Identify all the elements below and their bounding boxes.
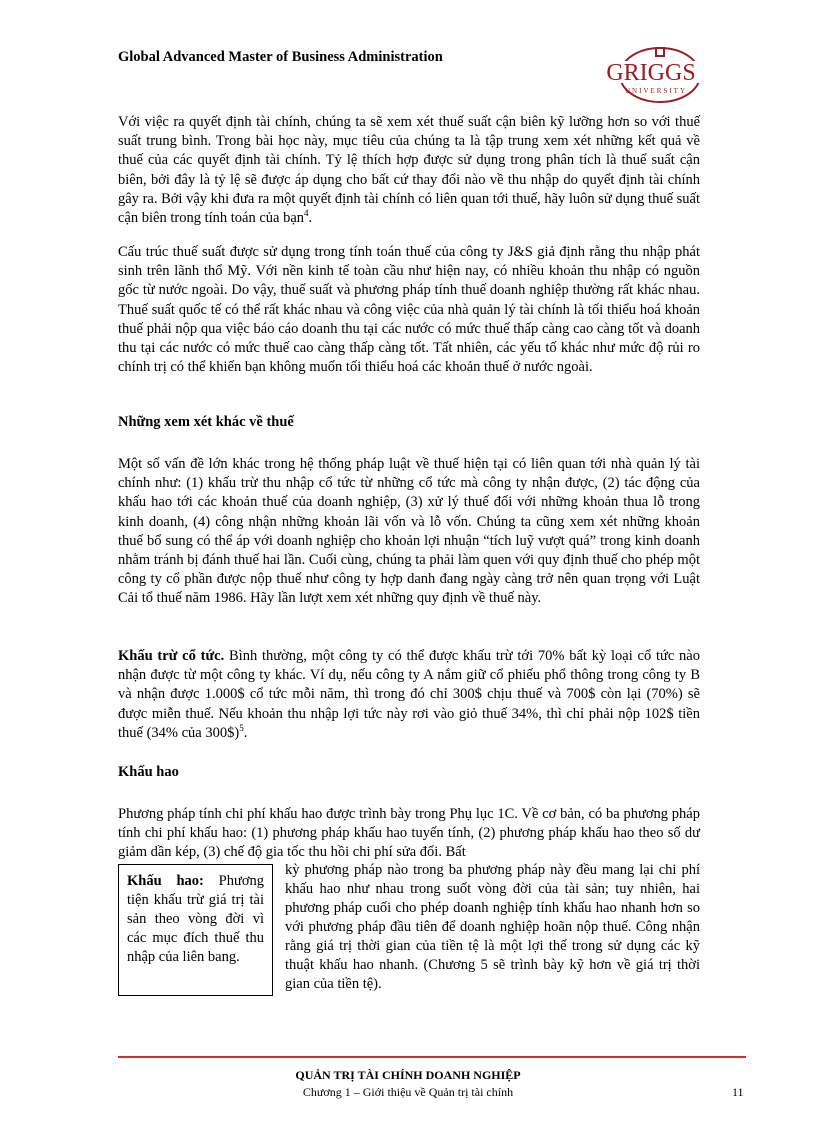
paragraph-dividend-deduction: Khấu trừ cổ tức. Bình thường, một công ty có thể được khấu trừ tới 70% bất kỳ loại cổ tức nào nhận được từ một công ty khác. Ví dụ, nếu công ty A nắm giữ cổ phiếu phổ thông trong công ty B và nhận được 1.000$ cổ tức mỗi năm, thì trong đó chỉ 300$ chịu thuế và 700$ còn lại (70%) sẽ được miễn thuế. Nếu khoản thu nhập lợi tức này rơi vào giỏ thuế 34%, thì chỉ phải nộp 102$ tiền thuế (34% của 300$)$^5$. <box>118 648 700 741</box>
paragraph-marginal-tax: Với việc ra quyết định tài chính, chúng ta sẽ xem xét thuế suất cận biên kỹ lưỡng hơn so với thuế suất trung bình. Trong bài học này, mục tiêu của chúng ta là tập trung xem xét những kết quả về thuế của các quyết định tài chính. Tỷ lệ thích hợp được sử dụng trong phân tích là thuế suất cận biên, bởi đây là tỷ lệ sẽ được áp dụng cho bất cứ thay đổi nào về thu nhập do quyết định tài chính gây ra. Bởi vậy khi đưa ra một quyết định tài chính có liên quan tới thuế, hãy luôn sử dụng thuế suất cận biên trong tính toán của bạn$^4$. <box>118 114 700 227</box>
definition-text: Phương tiện khấu trừ giá trị tài sản theo vòng đời vì các mục đích thuế thu nhập của liên bang. <box>127 873 264 965</box>
paragraph-depreciation-continued: kỳ phương pháp nào trong ba phương pháp này đều mang lại chi phí khấu hao như nhau trong suốt vòng đời của tài sản; tuy nhiên, hai phương pháp cuối cho phép doanh nghiệp tính khấu hao nhanh hơn so với phương pháp đầu tiên để doanh nghiệp hoãn nộp thuế. Công nhận rằng giá trị thời gian của tiền tệ là một lợi thế trong sử dụng các kỹ thuật khấu hao nhanh. (Chương 5 sẽ trình bày kỹ hơn về giá trị thời gian của tiền tệ). <box>285 862 700 992</box>
griggs-university-logo <box>598 44 704 106</box>
logo-subtext: UNIVERSITY <box>625 87 687 95</box>
footnote-ref-4: 4 <box>304 208 309 219</box>
logo-text: GRIGGS <box>606 60 696 86</box>
heading-other-tax-considerations: Những xem xét khác về thuế <box>118 414 294 430</box>
paragraph-tax-issues: Một số vấn đề lớn khác trong hệ thống pháp luật về thuế hiện tại có liên quan tới nhà quản lý tài chính như: (1) khấu trừ thu nhập cổ tức từ những cổ tức mà công ty nhận được, (2) tác động của khấu hao tới các khoản thuế của doanh nghiệp, (3) xử lý thuế đối với những khoản thua lỗ trong kinh doanh, (4) công nhận những khoản lãi vốn và lỗ vốn. Chúng ta cũng xem xét những khoản thuế bổ sung có thể áp với doanh nghiệp cho khoản lợi nhuận “tích luỹ vượt quá” trong kinh doanh nhằm tránh bị đánh thuế hai lần. Cuối cùng, chúng ta phải làm quen với quy định thuế cho phép một công ty cổ phần được nộp thuế như công ty hợp danh đang ngày càng trở nên quan trọng với Luật Cải tổ thuế năm 1986. Hãy lần lượt xem xét những quy định về thuế này. <box>118 456 700 607</box>
definition-term: Khấu hao: <box>127 873 204 889</box>
page-number: 11 <box>732 1085 744 1099</box>
term-dividend-deduction: Khấu trừ cổ tức. <box>118 648 225 664</box>
heading-depreciation: Khấu hao <box>118 764 179 780</box>
footer-subtitle: Chương 1 – Giới thiệu về Quản trị tài chính <box>302 1085 514 1099</box>
footer-title: QUẢN TRỊ TÀI CHÍNH DOANH NGHIỆP <box>295 1068 521 1082</box>
paragraph-tax-structure: Cấu trúc thuế suất được sử dụng trong tính toán thuế của công ty J&S giả định rằng thu nhập phát sinh trên lãnh thổ Mỹ. Với nền kinh tế toàn cầu như hiện nay, có nhiều khoản thu nhập có nguồn gốc từ nước ngoài. Do vậy, thuế suất và phương pháp tính thuế doanh nghiệp thường rất khác nhau. Thuế suất quốc tế có thể rất khác nhau và công việc của nhà quản lý tài chính là tối thiểu hoá khoản thuế phải nộp qua việc báo cáo doanh thu tại các nước có mức thuế thấp càng cao càng tốt và doanh thu tại các nước có mức thuế cao càng thấp càng tốt. Tất nhiên, các yếu tố khác như mức độ rủi ro chính trị có thể khiến bạn không muốn tối thiểu hoá các khoản thuế ở nước ngoài. <box>118 244 700 376</box>
paragraph-depreciation-methods: Phương pháp tính chi phí khấu hao được trình bày trong Phụ lục 1C. Về cơ bản, có ba phương pháp tính chi phí khấu hao: (1) phương pháp khấu hao tuyến tính, (2) phương pháp khấu hao theo số dư giảm dần kép, (3) chế độ gia tốc thu hồi chi phí sửa đổi. Bất <box>118 806 700 861</box>
footnote-ref-5: 5 <box>239 722 244 733</box>
header-title: Global Advanced Master of Business Administration <box>118 49 443 65</box>
definition-box-depreciation <box>118 864 273 996</box>
footer-divider <box>118 1056 746 1058</box>
